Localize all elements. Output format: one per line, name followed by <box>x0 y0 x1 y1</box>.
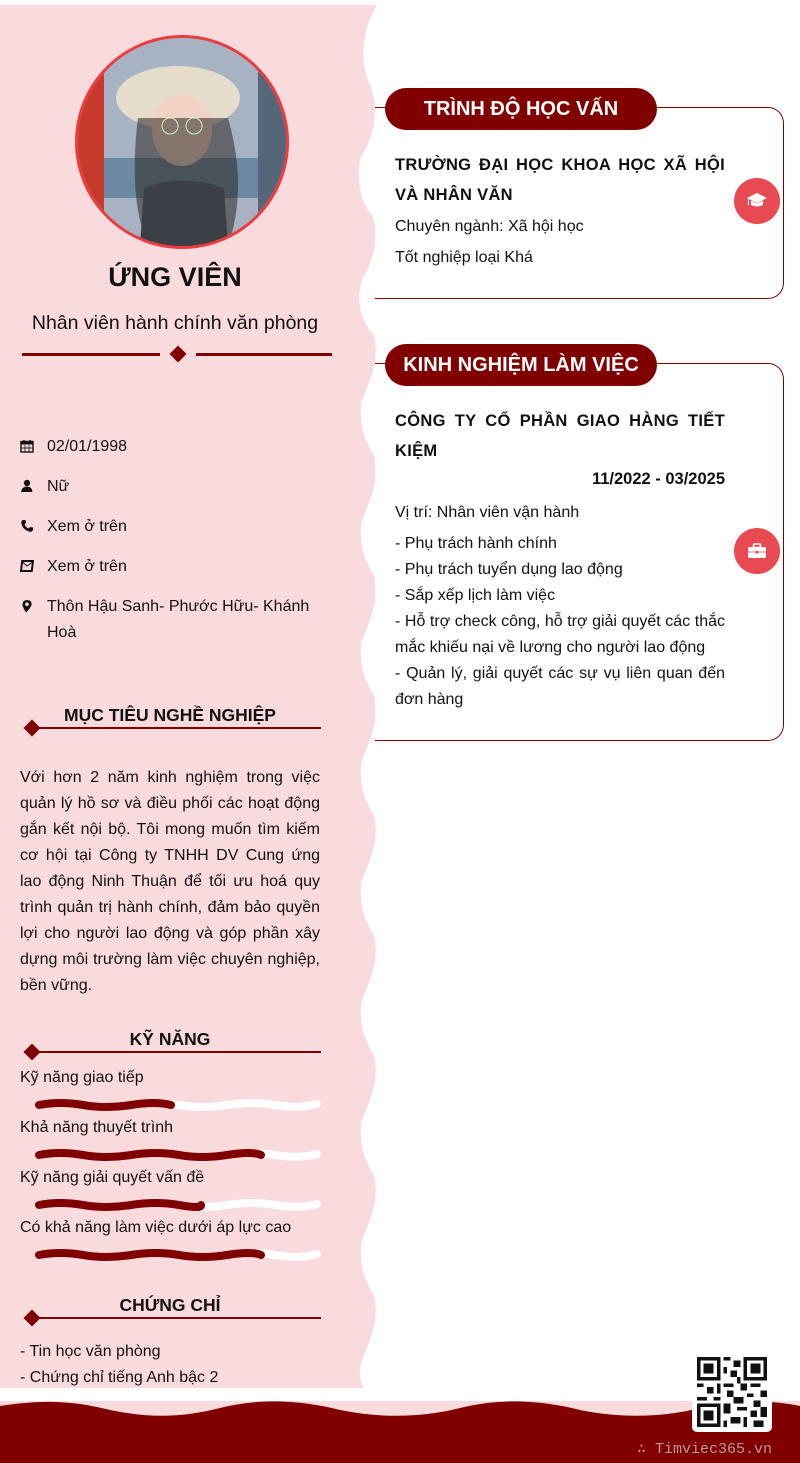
skill-bar <box>35 1149 321 1161</box>
briefcase-icon <box>734 528 780 574</box>
duty-item: - Quản lý, giải quyết các sự vụ liên quan đến đơn hàng <box>395 665 725 708</box>
qr-code[interactable] <box>692 1352 772 1432</box>
contact-gender-value: Nữ <box>47 478 70 495</box>
certificate-item: - Tin học văn phòng <box>20 1343 161 1360</box>
avatar <box>75 35 289 249</box>
skill-label: Kỹ năng giao tiếp <box>20 1069 144 1086</box>
candidate-name: ỨNG VIÊN <box>108 262 242 292</box>
avatar-photo <box>78 38 286 246</box>
objective-title: MỤC TIÊU NGHỀ NGHIỆP <box>64 705 276 725</box>
candidate-job-title: Nhân viên hành chính văn phòng <box>31 312 319 334</box>
envelope-icon <box>20 554 47 580</box>
user-icon <box>20 474 47 500</box>
contact-gender <box>20 474 320 500</box>
name-divider-right <box>196 353 332 356</box>
skill-bar <box>35 1199 321 1211</box>
contact-phone <box>20 514 320 540</box>
experience-company: CÔNG TY CỔ PHẦN GIAO HÀNG TIẾT KIỆM <box>395 412 725 460</box>
phone-icon <box>20 514 47 540</box>
map-marker-icon <box>20 594 47 646</box>
skills-title-line <box>34 1051 321 1053</box>
experience-title: KINH NGHIỆM LÀM VIỆC <box>385 344 657 386</box>
education-major: Chuyên ngành: Xã hội học <box>395 218 584 235</box>
experience-position: Vị trí: Nhân viên vận hành <box>395 504 580 521</box>
objective-text: Với hơn 2 năm kinh nghiệm trong việc quản lý hồ sơ và điều phối các hoạt động gắn kết nội bộ. Tôi mong muốn tìm kiếm cơ hội tại Công ty TNHH DV Cung ứng lao động Ninh Thuận để tối ưu hoá quy trình quản trị hành chính, đảm bảo quyền lợi cho người lao động và góp phần xây dựng môi trường làm việc chuyên nghiệp, bền vững. <box>20 769 320 994</box>
contact-address <box>20 594 320 646</box>
contact-birthdate <box>20 434 320 460</box>
experience-duties <box>395 531 725 713</box>
duty-item: - Hỗ trợ check công, hỗ trợ giải quyết các thắc mắc khiếu nại về lương cho người lao động <box>395 613 725 656</box>
skill-label: Khả năng thuyết trình <box>20 1119 173 1136</box>
objective-title-line <box>34 727 321 729</box>
certificates-title-line <box>34 1317 321 1319</box>
experience-period: 11/2022 - 03/2025 <box>591 470 725 488</box>
education-title: TRÌNH ĐỘ HỌC VẤN <box>385 88 657 130</box>
contact-birthdate-value: 02/01/1998 <box>47 438 128 455</box>
duty-item: - Sắp xếp lịch làm việc <box>395 587 556 604</box>
certificate-item: - Chứng chỉ tiếng Anh bậc 2 <box>20 1369 219 1386</box>
calendar-icon <box>20 434 47 460</box>
education-school: TRƯỜNG ĐẠI HỌC KHOA HỌC XÃ HỘI VÀ NHÂN VĂN <box>395 156 725 204</box>
skill-label: Có khả năng làm việc dưới áp lực cao <box>20 1219 292 1236</box>
contact-email <box>20 554 320 580</box>
name-divider-left <box>22 353 160 356</box>
skill-bar <box>35 1099 321 1111</box>
duty-item: - Phụ trách tuyển dụng lao động <box>395 561 623 578</box>
duty-item: - Phụ trách hành chính <box>395 535 557 552</box>
education-grade: Tốt nghiệp loại Khá <box>395 249 533 266</box>
contact-email-value: Xem ở trên <box>47 558 127 575</box>
skill-bar <box>35 1249 321 1261</box>
skills-title: KỸ NĂNG <box>129 1029 211 1049</box>
contact-phone-value: Xem ở trên <box>47 518 127 535</box>
watermark: ∴ Timviec365.vn <box>636 1441 772 1458</box>
certificates-title: CHỨNG CHỈ <box>119 1295 221 1315</box>
graduation-cap-icon <box>734 178 780 224</box>
contact-address-value: Thôn Hậu Sanh- Phước Hữu- Khánh Hoà <box>47 598 310 641</box>
qr-code-icon <box>697 1357 767 1427</box>
skill-label: Kỹ năng giải quyết vấn đề <box>20 1169 205 1186</box>
